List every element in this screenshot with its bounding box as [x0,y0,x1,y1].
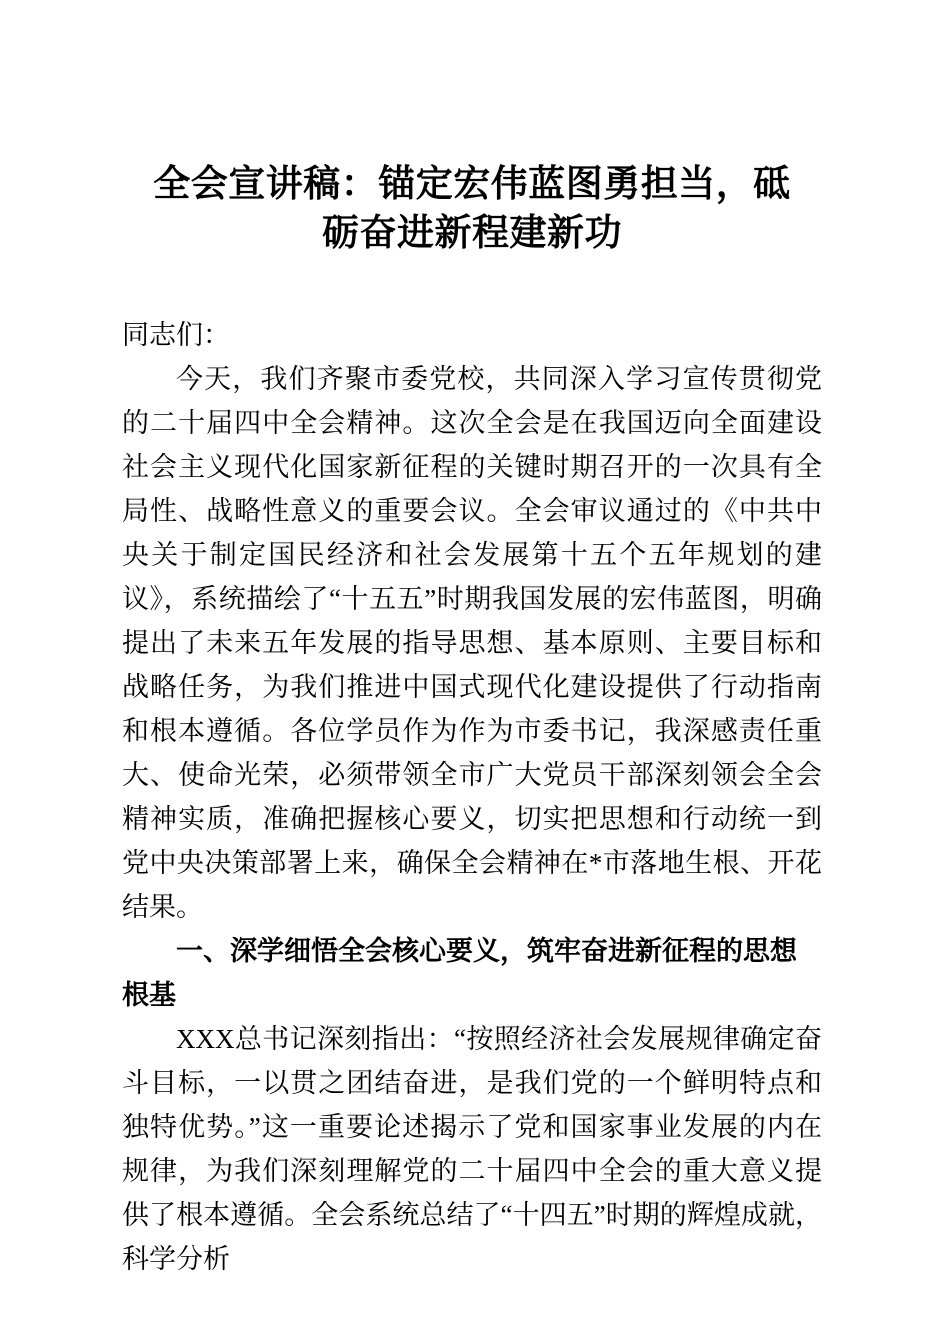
page-title-line-1: 全会宣讲稿：锚定宏伟蓝图勇担当，砥 [153,164,791,205]
document-body [122,0,822,1281]
paragraph-intro: 今天，我们齐聚市委党校，共同深入学习宣传贯彻党的二十届四中全会精神。这次全会是在我国迈向全面建设社会主义现代化国家新征程的关键时期召开的一次具有全局性、战略性意义的重要会议。全会审议通过的《中共中央关于制定国民经济和社会发展第十五个五年规划的建议》，系统描绘了“十五五”时期我国发展的宏伟蓝图，明确提出了未来五年发展的指导思想、基本原则、主要目标和战略任务，为我们推进中国式现代化建设提供了行动指南和根本遵循。各位学员作为作为市委书记，我深感责任重大、使命光荣，必须带领全市广大党员干部深刻领会全会精神实质，准确把握核心要义，切实把思想和行动统一到党中央决策部署上来，确保全会精神在*市落地生根、开花结果。 [122,364,822,922]
salutation: 同志们： [122,320,230,350]
page-title [122,0,822,258]
page-title-line-2: 砺奋进新程建新功 [322,213,622,254]
paragraph-section-one-body: XXX总书记深刻指出：“按照经济社会发展规律确定奋斗目标，一以贯之团结奋进，是我们党的一个鲜明特点和独特优势。”这一重要论述揭示了党和国家事业发展的内在规律，为我们深刻理解党的二十届四中全会的重大意义提供了根本遵循。全会系统总结了“十四五”时期的辉煌成就，科学分析 [122,1024,822,1274]
section-heading-one: 一、深学细悟全会核心要义，筑牢奋进新征程的思想根基 [122,936,797,1010]
